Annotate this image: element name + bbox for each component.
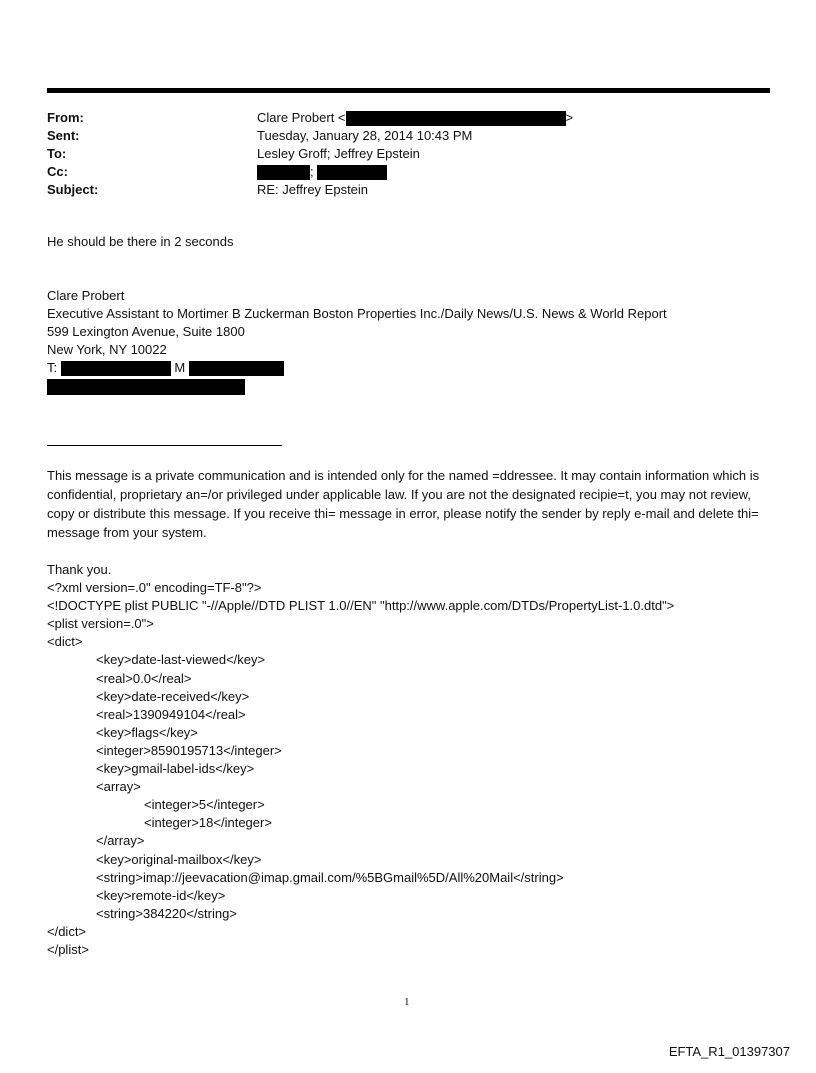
plist-line: </dict> (47, 923, 87, 939)
cc-label: Cc: (47, 164, 68, 179)
phone-label: T: (47, 360, 58, 375)
from-name: Clare Probert < (257, 110, 346, 125)
plist-line: </plist> (47, 941, 89, 957)
plist-line: <plist version=.0"> (47, 616, 154, 632)
plist-line: <array> (96, 779, 141, 795)
plist-line: <integer>5</integer> (144, 797, 265, 813)
plist-line: <real>1390949104</real> (96, 706, 246, 722)
header-rule (47, 88, 770, 93)
plist-line: <!DOCTYPE plist PUBLIC "-//Apple//DTD PLIST 1.0//EN" "http://www.apple.com/DTDs/PropertyList-1.0.dtd"> (47, 598, 675, 614)
page-number: 1 (404, 996, 410, 1008)
from-label: From: (47, 110, 84, 125)
plist-line: <key>date-last-viewed</key> (96, 652, 266, 668)
plist-line: <?xml version=.0" encoding=TF-8"?> (47, 580, 262, 596)
plist-line: Thank you. (47, 562, 112, 577)
plist-line: <real>0.0</real> (96, 670, 192, 686)
plist-line: <key>date-received</key> (96, 688, 250, 704)
plist-line: <string>imap://jeevacation@imap.gmail.com/%5BGmail%5D/All%20Mail</string> (96, 869, 564, 885)
redaction (317, 165, 387, 180)
signature-name: Clare Probert (47, 288, 125, 303)
signature-address-1: 599 Lexington Avenue, Suite 1800 (47, 324, 245, 339)
plist-line: <key>flags</key> (96, 724, 198, 740)
redaction (47, 379, 245, 395)
redaction (189, 361, 284, 376)
to-value: Lesley Groff; Jeffrey Epstein (257, 146, 420, 161)
to-label: To: (47, 146, 67, 161)
redaction (257, 165, 310, 180)
plist-content (47, 561, 674, 959)
redaction (346, 111, 566, 126)
from-close: > (565, 110, 574, 125)
subject-label: Subject: (47, 182, 99, 197)
sent-value: Tuesday, January 28, 2014 10:43 PM (257, 128, 473, 143)
plist-line: <string>384220</string> (96, 905, 237, 921)
document-id: EFTA_R1_01397307 (668, 1044, 790, 1059)
mobile-label: M (174, 360, 186, 375)
signature-title: Executive Assistant to Mortimer B Zuckerman Boston Properties Inc./Daily News/U.S. News & World Report (47, 306, 667, 321)
plist-line: <key>original-mailbox</key> (96, 851, 262, 867)
sent-label: Sent: (47, 128, 80, 143)
signature-phone (47, 359, 667, 377)
plist-line: <integer>8590195713</integer> (96, 742, 282, 758)
signature-address-2: New York, NY 10022 (47, 342, 167, 357)
plist-line: <key>remote-id</key> (96, 887, 226, 903)
separator-line (47, 445, 282, 446)
plist-line: </array> (96, 833, 145, 849)
disclaimer: This message is a private communication and is intended only for the named =ddressee. It may contain information which is confidential, proprietary an=/or privileged under applicable law. If you are not the designated recipie=t, you may not review, copy or distribute this message. If you receive thi= message in error, please notify the sender by reply e-mail and delete thi= message from your system. (47, 468, 760, 540)
cc-separator: ; (310, 164, 314, 179)
plist-line: <dict> (47, 634, 83, 650)
redaction (61, 361, 171, 376)
message-body: He should be there in 2 seconds (47, 234, 234, 249)
signature (47, 287, 667, 395)
plist-line: <key>gmail-label-ids</key> (96, 761, 255, 777)
plist-line: <integer>18</integer> (144, 815, 272, 831)
subject-value: RE: Jeffrey Epstein (257, 182, 369, 197)
